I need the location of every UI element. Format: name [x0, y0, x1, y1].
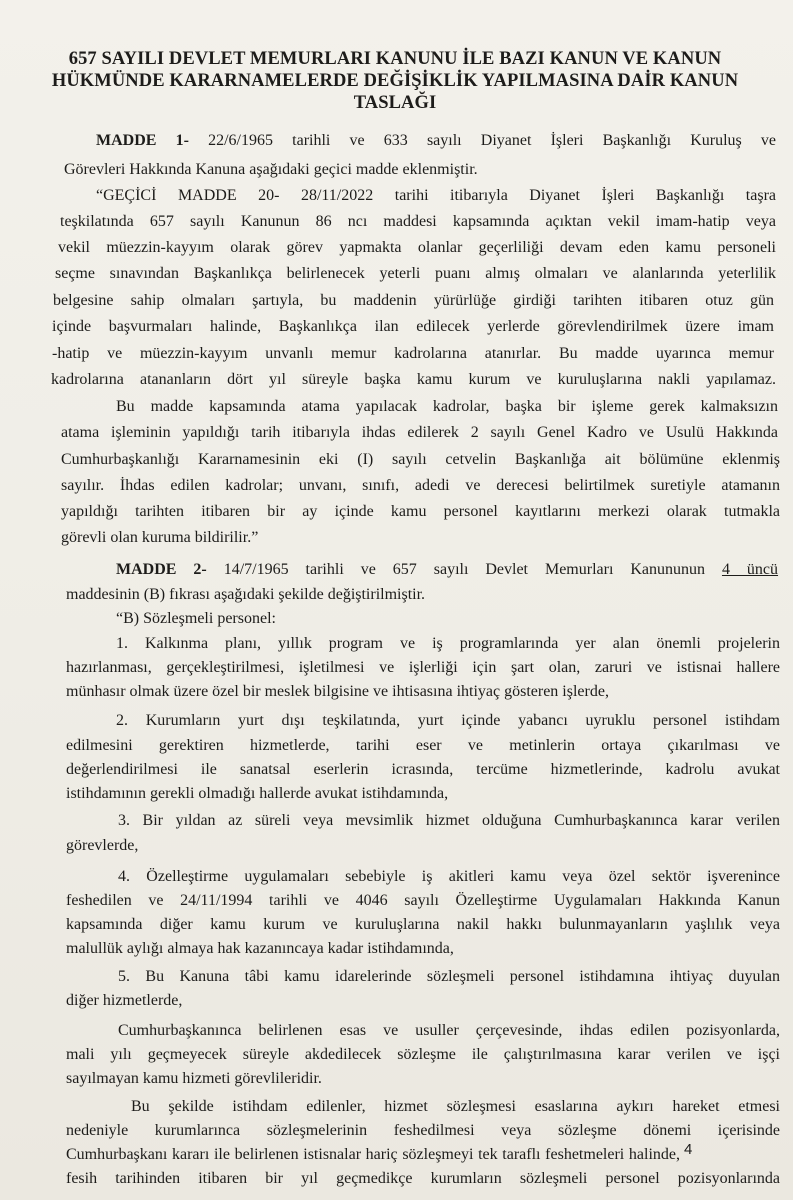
text-line: -hatip ve müezzin-kayyım unvanlı memur kadrolarına atanırlar. Bu madde uyarınca memur	[52, 345, 774, 362]
text-line: teşkilatında 657 sayılı Kanunun 86 ncı maddesi kapsamında açıktan vekil imam-hatip veya	[60, 213, 776, 230]
text-line: mali yılı geçmeyecek süreyle akdedilecek sözleşme ile çalıştırılmasına karar verilen ve işçi	[66, 1046, 780, 1063]
text-line: atama işleminin yapıldığı tarih itibarıyla ihdas edilerek 2 sayılı Genel Kadro ve Usulü Hakkında	[61, 424, 778, 441]
madde1-first-line	[96, 132, 776, 150]
text-line: 5. Bu Kanuna tâbi kamu idarelerinde sözleşmeli personel istihdamına ihtiyaç duyulan	[118, 968, 780, 985]
document-title	[50, 48, 740, 114]
text-line: belgesine sahip olmaları şartıyla, bu maddenin yürürlüğe girdiği tarihten itibaren otuz gün	[53, 292, 774, 309]
text-line: Cumhurbaşkanınca belirlenen esas ve usuller çerçevesinde, ihdas edilen pozisyonlarda,	[118, 1022, 780, 1039]
text-line: malullük aylığı almaya hak kazanıncaya kadar istihdamında,	[66, 940, 454, 957]
text-line: Görevleri Hakkında Kanuna aşağıdaki geçici madde eklenmiştir.	[64, 161, 478, 178]
text-line: 3. Bir yıldan az süreli veya mevsimlik hizmet olduğuna Cumhurbaşkanınca karar verilen	[118, 812, 780, 829]
text-line: sayılır. İhdas edilen kadrolar; unvanı, sınıfı, adedi ve derecesi belirtilmek suretiyle atamanın	[61, 477, 780, 494]
text-line: nedeniyle kurumlarınca sözleşmelerinin feshedilmesi veya sözleşme dönemi içerisinde	[66, 1122, 780, 1139]
text-line: 4. Özelleştirme uygulamaları sebebiyle iş akitleri kamu veya özel sektör işverenince	[118, 868, 780, 885]
text-line: Bu şekilde istihdam edilenler, hizmet sözleşmesi esaslarına aykırı hareket etmesi	[131, 1098, 780, 1115]
text-line: seçme sınavından Başkanlıkça belirlenecek yeterli puanı almış olmaları ve alanlarında yeterlilik	[55, 265, 776, 282]
text-line: kapsamında diğer kamu kurum ve kuruluşlarına nakil hakkı bulunmayanların yaşlılık veya	[66, 916, 780, 933]
madde2-first-line	[116, 561, 778, 579]
text-line: 1. Kalkınma planı, yıllık program ve iş programlarında yer alan önemli projelerin	[116, 635, 780, 652]
text-line: 2. Kurumların yurt dışı teşkilatında, yurt içinde yabancı uyruklu personel istihdam	[116, 712, 780, 729]
madde2-first-line-text: 14/7/1965 tarihli ve 657 sayılı Devlet Memurları Kanununun	[223, 561, 705, 578]
text-line: münhasır olmak üzere özel bir meslek bilgisine ve ihtisasına ihtiyaç gösteren işlerde,	[66, 683, 609, 700]
text-line: görevli olan kuruma bildirilir.”	[61, 529, 259, 546]
text-line: istihdamının gerekli olmadığı hallerde avukat istihdamında,	[66, 785, 449, 802]
text-line: fesih tarihinden itibaren bir yıl geçmedikçe kurumların sözleşmeli personel pozisyonlarında	[66, 1170, 780, 1187]
text-line: “B) Sözleşmeli personel:	[116, 610, 276, 627]
text-line: değerlendirilmesi ile sanatsal eserlerin icrasında, tercüme hizmetlerinde, kadrolu avukat	[66, 761, 780, 778]
madde2-underlined-text: 4 üncü	[721, 561, 779, 578]
text-line: görevlerde,	[66, 837, 139, 854]
page-number: 4	[684, 1141, 693, 1158]
title-line: HÜKMÜNDE KARARNAMELERDE DEĞİŞİKLİK YAPILMASINA DAİR KANUN	[51, 71, 739, 91]
text-line: diğer hizmetlerde,	[66, 992, 183, 1009]
text-line: kadrolarına atananların dört yıl süreyle başka kamu kurum ve kuruluşlarına nakli yapılamaz.	[51, 371, 776, 388]
text-line: maddesinin (B) fıkrası aşağıdaki şekilde değiştirilmiştir.	[66, 586, 426, 603]
text-line: “GEÇİCİ MADDE 20- 28/11/2022 tarihi itibarıyla Diyanet İşleri Başkanlığı taşra	[96, 187, 776, 204]
madde2-heading: MADDE 2-	[116, 561, 207, 578]
title-line: 657 SAYILI DEVLET MEMURLARI KANUNU İLE BAZI KANUN VE KANUN	[68, 49, 722, 69]
madde1-heading: MADDE 1-	[96, 132, 189, 149]
title-line: TASLAĞI	[353, 93, 437, 113]
text-line: Cumhurbaşkanlığı Kararnamesinin eki (I) sayılı cetvelin Başkanlığa ait bölümüne eklenmiş	[61, 451, 780, 468]
text-line: feshedilen ve 24/11/1994 tarihli ve 4046 sayılı Özelleştirme Uygulamaları Hakkında Kanun	[66, 892, 780, 909]
text-line: Bu madde kapsamında atama yapılacak kadrolar, başka bir işleme gerek kalmaksızın	[116, 398, 778, 415]
text-line: yapıldığı tarihten itibaren bir ay içinde kamu personel kayıtlarını merkezi olarak tutmakla	[61, 503, 780, 520]
text-line: sayılmayan kamu hizmeti görevlileridir.	[66, 1070, 322, 1087]
text-line: hazırlanması, gerçekleştirilmesi, işletilmesi ve işlerliği için şart olan, zaruri ve istisnai hallere	[66, 659, 780, 676]
text-line: edilmesini gerektiren hizmetlerde, tarihi eser ve metinlerin ortaya çıkarılması ve	[66, 737, 780, 754]
text-line: içinde başvurmaları halinde, Başkanlıkça ilan edilecek yerlerde görevlendirilmek üzere imam	[52, 318, 774, 335]
text-line: vekil müezzin-kayyım olarak görev yapmakta olanlar geçerliliği devam eden kamu personeli	[58, 239, 776, 256]
text-line: Cumhurbaşkanı kararı ile belirlenen istisnalar hariç sözleşmeyi tek taraflı feshetmeleri halinde,	[66, 1146, 680, 1163]
madde1-first-line-text: 22/6/1965 tarihli ve 633 sayılı Diyanet İşleri Başkanlığı Kuruluş ve	[208, 132, 777, 149]
